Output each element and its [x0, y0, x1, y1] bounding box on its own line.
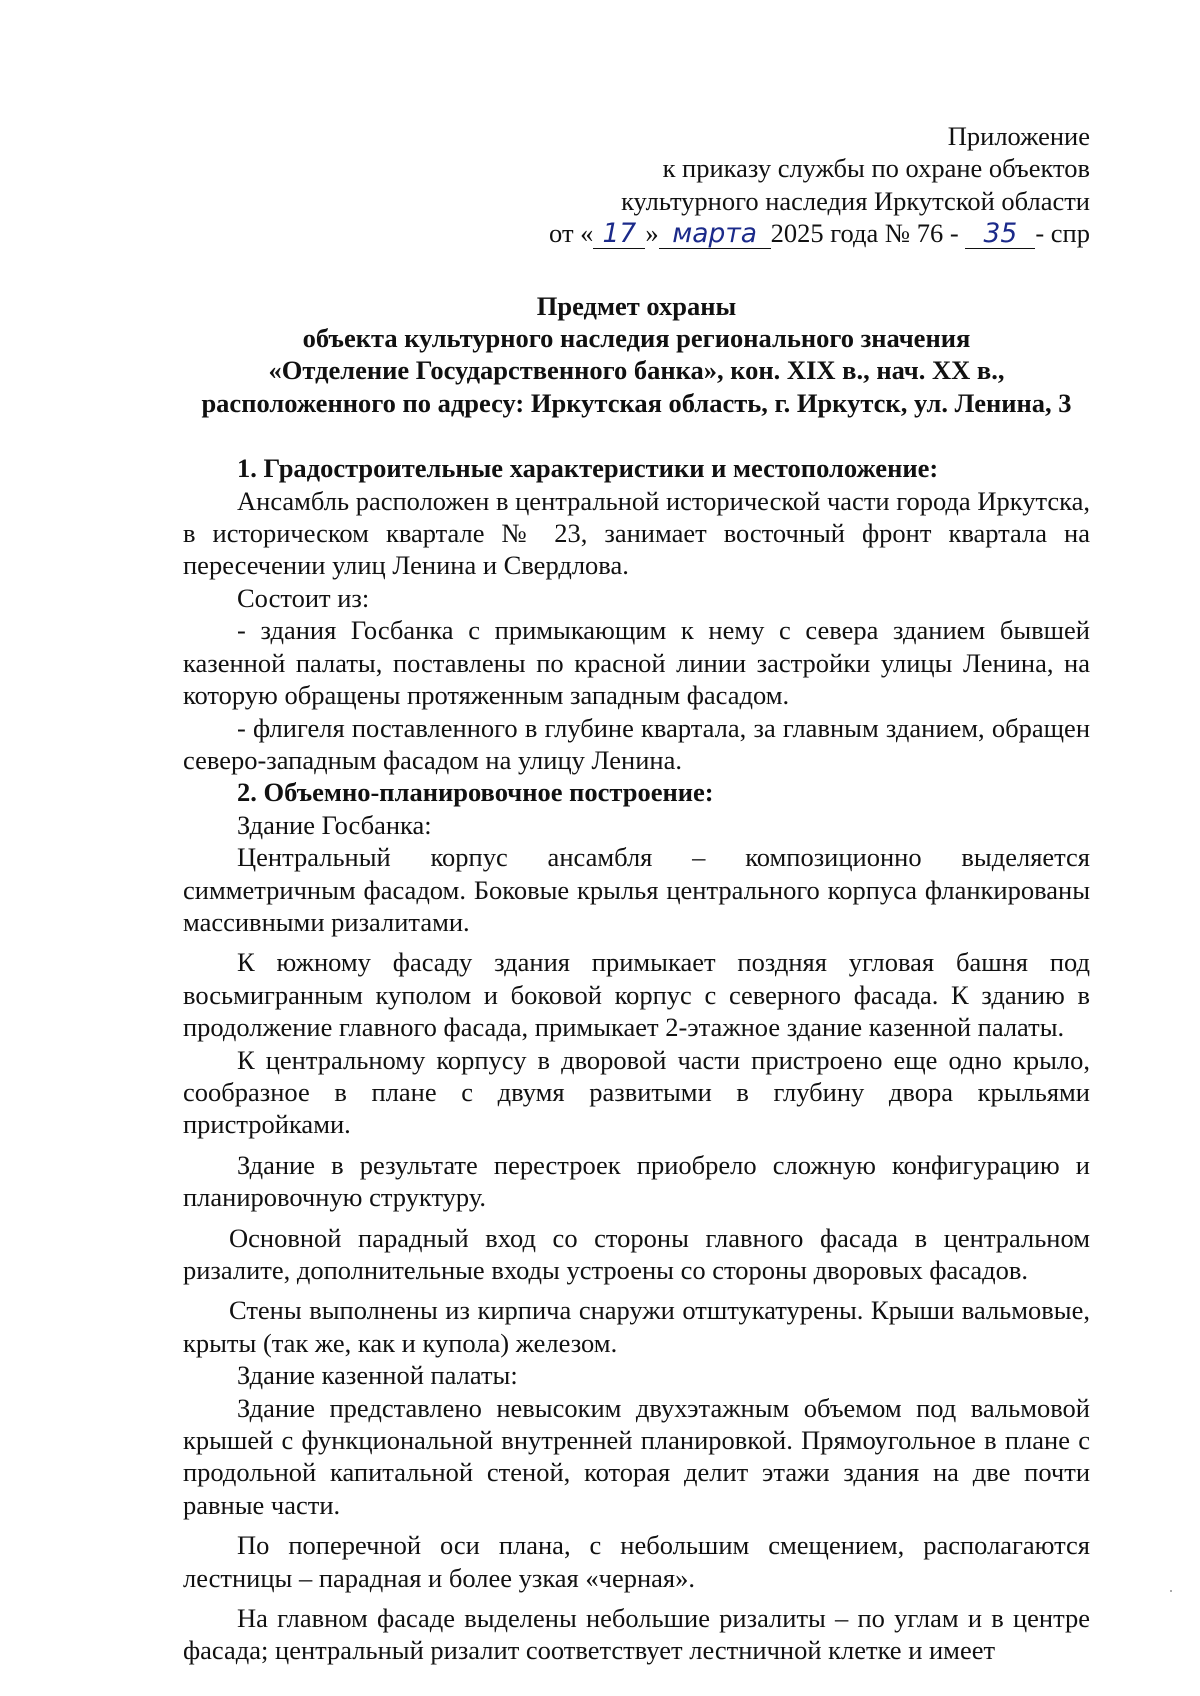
paragraph: Основной парадный вход со стороны главного фасада в центральном ризалите, дополнительные входы устроены со стороны дворовых фасадов.: [183, 1222, 1090, 1285]
paragraph: Здание казенной палаты:: [237, 1360, 518, 1391]
document-title: [183, 290, 1090, 420]
paragraph: Состоит из:: [237, 582, 370, 613]
attachment-date-line: [183, 217, 1090, 249]
paragraph: Здание представлено невысоким двухэтажным объемом под вальмовой крышей с функциональной внутренней планировкой. Прямоугольное в плане с продольной капитальной стеной, которая делит этажи здания на две почти равные части.: [183, 1392, 1090, 1520]
document-content: [183, 120, 1090, 1667]
date-suffix: 2025 года № 76 -: [770, 218, 959, 249]
handwritten-day: 17: [593, 220, 645, 249]
date-mid: »: [645, 218, 659, 249]
attachment-order-ref: к приказу службы по охране объектов: [662, 153, 1090, 184]
paragraph: Стены выполнены из кирпича снаружи отштукатурены. Крыши вальмовые, крыты (так же, как и купола) железом.: [183, 1295, 1090, 1358]
paragraph: Ансамбль расположен в центральной исторической части города Иркутска, в историческом квартале № 23, занимает восточный фронт квартала на пересечении улиц Ленина и Свердлова.: [183, 485, 1090, 581]
paragraph: К центральному корпусу в дворовой части пристроено еще одно крыло, сообразное в плане с двумя развитыми в глубину двора крыльями пристройками.: [183, 1044, 1090, 1140]
paragraph: Центральный корпус ансамбля – композиционно выделяется симметричным фасадом. Боковые крылья центрального корпуса фланкированы массивными ризалитами.: [183, 842, 1090, 937]
paragraph: Здание Госбанка:: [237, 809, 432, 840]
paragraph: На главном фасаде выделены небольшие ризалиты – по углам и в центре фасада; центральный ризалит соответствует лестничной клетке и имеет: [183, 1603, 1090, 1666]
date-prefix: от «: [549, 218, 594, 249]
order-suffix: - спр: [1035, 218, 1090, 249]
paragraph: Здание в результате перестроек приобрело сложную конфигурацию и планировочную структуру.: [183, 1149, 1090, 1213]
attachment-header: [183, 120, 1090, 250]
section-heading-2: 2. Объемно-планировочное построение:: [237, 777, 714, 808]
paragraph: По поперечной оси плана, с небольшим смещением, располагаются лестницы – парадная и более узкая «черная».: [183, 1530, 1090, 1593]
attachment-label: Приложение: [947, 121, 1090, 151]
paragraph: К южному фасаду здания примыкает поздняя угловая башня под восьмигранным куполом и боковой корпус с северного фасада. К зданию в продолжение главного фасада, примыкает 2-этажное здание казенной палаты.: [183, 947, 1090, 1043]
document-body: [183, 452, 1090, 1667]
scan-speck: [1170, 1590, 1172, 1592]
paragraph: - флигеля поставленного в глубине квартала, за главным зданием, обращен северо-западным фасадом на улицу Ленина.: [183, 712, 1090, 775]
section-heading-1: 1. Градостроительные характеристики и местоположение:: [237, 453, 939, 484]
paragraph: - здания Госбанка с примыкающим к нему с севера зданием бывшей казенной палаты, поставлены по красной линии застройки улицы Ленина, на которую обращены протяженным западным фасадом.: [183, 615, 1090, 711]
title-line-4: расположенного по адресу: Иркутская область, г. Иркутск, ул. Ленина, 3: [201, 387, 1072, 418]
handwritten-order-number: 35: [965, 220, 1035, 249]
handwritten-month: марта: [659, 220, 771, 249]
attachment-service-name: культурного наследия Иркутской области: [621, 185, 1090, 216]
title-line-2: объекта культурного наследия регионального значения: [302, 323, 971, 354]
title-line-3: «Отделение Государственного банка», кон. XIX в., нач. XX в.,: [268, 355, 1005, 386]
title-line-1: Предмет охраны: [536, 290, 737, 321]
